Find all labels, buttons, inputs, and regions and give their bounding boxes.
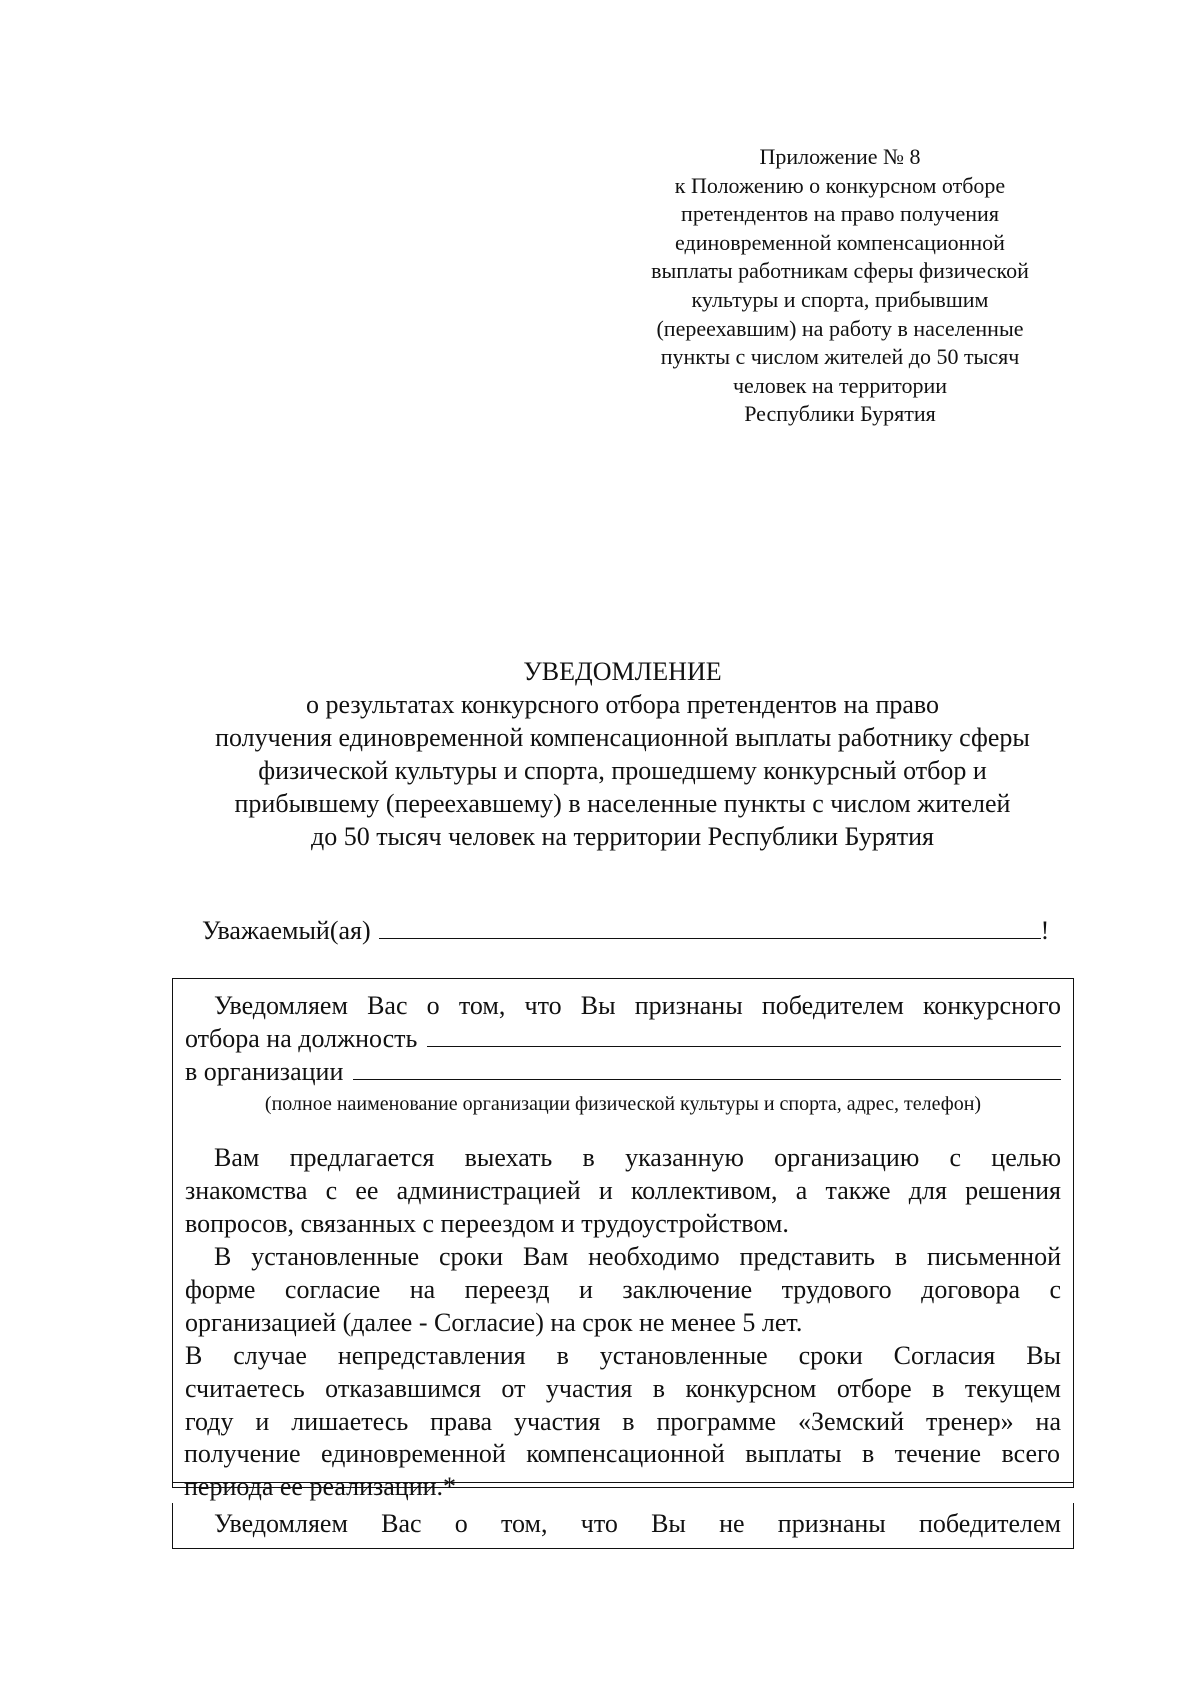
notification-frame bbox=[172, 978, 1074, 1488]
organization-row bbox=[185, 1055, 1061, 1088]
appendix-line: Республики Бурятия bbox=[744, 401, 936, 427]
position-row bbox=[185, 1022, 1061, 1055]
paragraph-line: считаетесь отказавшимся от участия в конкурсном отборе в текущем bbox=[185, 1374, 1061, 1403]
paragraph-line: периода ее реализации.* bbox=[184, 1472, 457, 1501]
recipient-name-field[interactable] bbox=[379, 912, 1041, 939]
position-label: отбора на должность bbox=[185, 1024, 418, 1053]
appendix-line: пункты с числом жителей до 50 тысяч bbox=[660, 344, 1020, 370]
paragraph-line: году и лишаетесь права участия в программе «Земский тренер» на bbox=[185, 1407, 1061, 1436]
position-field[interactable] bbox=[427, 1022, 1061, 1047]
appendix-line: человек на территории bbox=[732, 372, 948, 398]
paragraph-line: знакомства с ее администрацией и коллективом, а также для решения bbox=[185, 1176, 1061, 1205]
paragraph-line: получение единовременной компенсационной выплаты в течение всего bbox=[184, 1439, 1060, 1468]
heading-line: физической культуры и спорта, прошедшему конкурсный отбор и bbox=[258, 756, 987, 785]
salutation bbox=[202, 912, 1072, 947]
loser-intro: Уведомляем Вас о том, что Вы не признаны победителем bbox=[214, 1509, 1061, 1538]
appendix-line: культуры и спорта, прибывшим bbox=[691, 286, 989, 312]
heading-line: получения единовременной компенсационной выплаты работнику сферы bbox=[215, 723, 1030, 752]
document-heading bbox=[0, 655, 1200, 853]
appendix-line: претендентов на право получения bbox=[681, 201, 999, 227]
paragraph-line: форме согласие на переезд и заключение трудового договора с bbox=[185, 1275, 1061, 1304]
paragraph-line: Вам предлагается выехать в указанную организацию с целью bbox=[214, 1143, 1061, 1172]
appendix-line: выплаты работникам сферы физической bbox=[651, 258, 1029, 284]
organization-hint: (полное наименование организации физической культуры и спорта, адрес, телефон) bbox=[264, 1093, 982, 1115]
appendix-line: (переехавшим) на работу в населенные bbox=[656, 315, 1024, 341]
salutation-label: Уважаемый(ая) bbox=[202, 916, 371, 945]
loser-frame bbox=[172, 1503, 1074, 1549]
paragraph-line: вопросов, связанных с переездом и трудоустройством. bbox=[185, 1209, 789, 1238]
appendix-line: единовременной компенсационной bbox=[675, 229, 1005, 255]
salutation-end: ! bbox=[1040, 916, 1050, 945]
paragraph-line: В установленные сроки Вам необходимо представить в письменной bbox=[214, 1242, 1061, 1271]
organization-label: в организации bbox=[185, 1057, 344, 1086]
appendix-line: к Положению о конкурсном отборе bbox=[674, 172, 1006, 198]
paragraph-line: организацией (далее - Согласие) на срок не менее 5 лет. bbox=[185, 1308, 803, 1337]
paragraph-line: В случае непредставления в установленные сроки Согласия Вы bbox=[185, 1341, 1061, 1370]
document-title: УВЕДОМЛЕНИЕ bbox=[523, 657, 722, 686]
organization-field[interactable] bbox=[353, 1055, 1061, 1080]
heading-line: до 50 тысяч человек на территории Республики Бурятия bbox=[310, 822, 935, 851]
appendix-line: Приложение № 8 bbox=[759, 144, 921, 169]
appendix-block bbox=[620, 143, 1060, 429]
winner-intro: Уведомляем Вас о том, что Вы признаны победителем конкурсного bbox=[214, 991, 1061, 1020]
heading-line: прибывшему (переехавшему) в населенные пункты с числом жителей bbox=[234, 789, 1011, 818]
heading-line: о результатах конкурсного отбора претендентов на право bbox=[305, 690, 940, 719]
